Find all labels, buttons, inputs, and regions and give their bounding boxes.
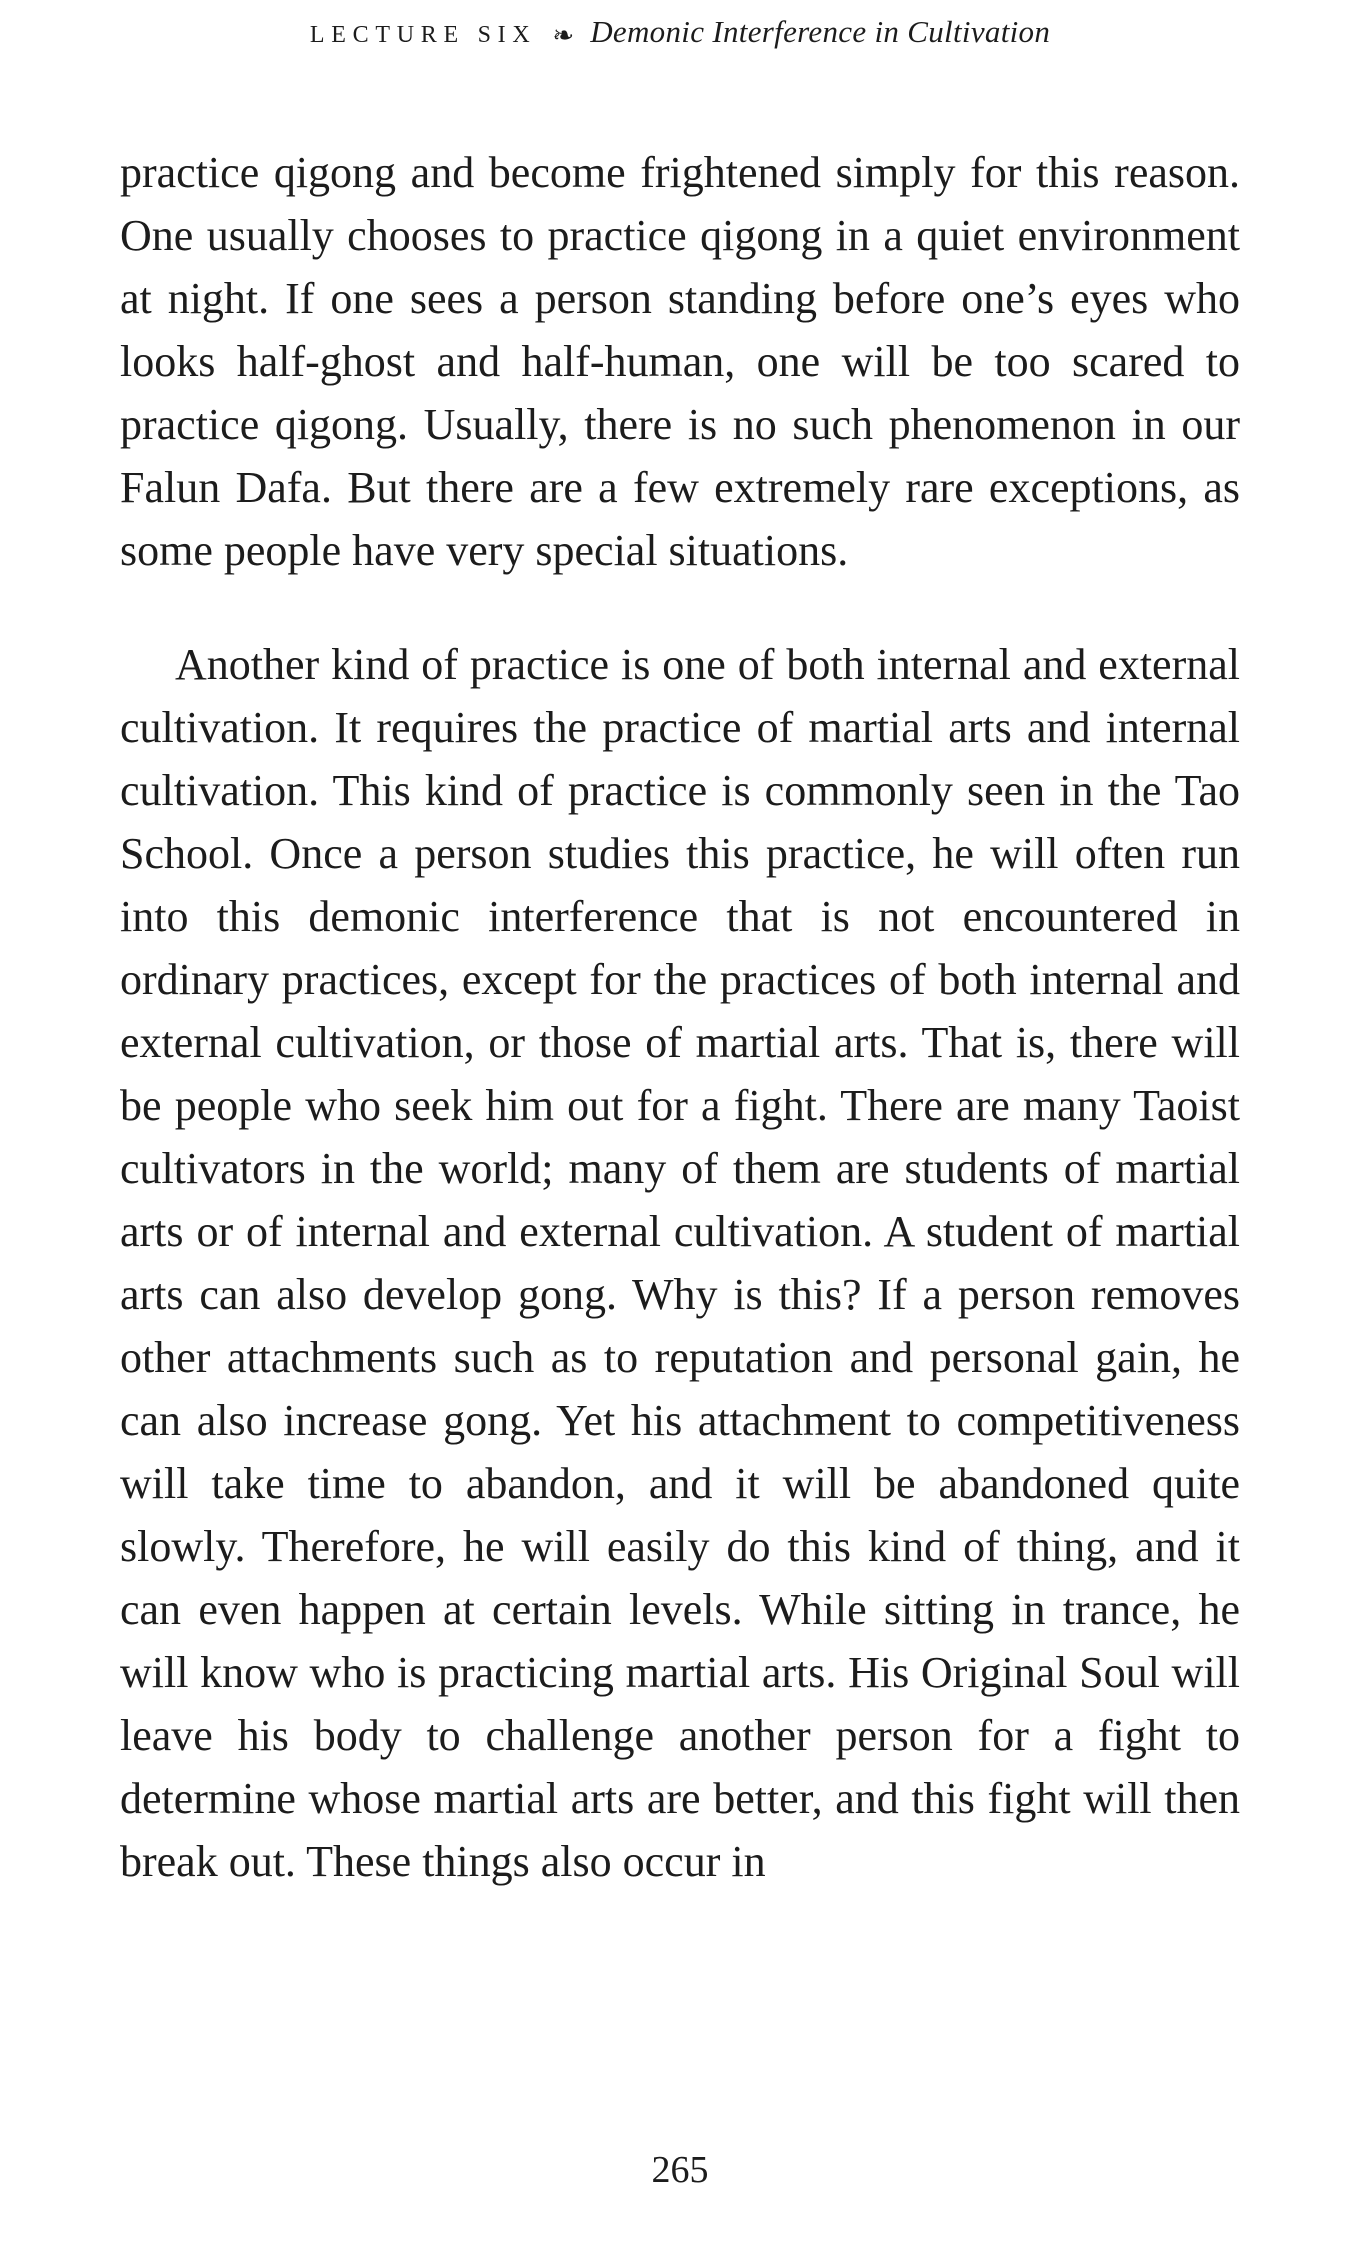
running-head: [0, 14, 1360, 50]
chapter-title: Demonic Interference in Cultivation: [590, 14, 1051, 49]
section-label: LECTURE SIX: [309, 22, 537, 48]
fleuron-leaf-icon: ❧: [552, 21, 575, 50]
paragraph: Another kind of practice is one of both internal and external cultivation. It requires the practice of martial arts and internal cultivation. This kind of practice is commonly seen in the Tao School. Once a person studies this practice, he will often run into this demonic interference that is not encountered in ordinary practices, except for the practices of both internal and external cultivation, or those of martial arts. That is, there will be people who seek him out for a fight. There are many Taoist cultivators in the world; many of them are students of martial arts or of internal and external cultivation. A student of martial arts can also develop gong. Why is this? If a person removes other attachments such as to reputation and personal gain, he can also increase gong. Yet his attachment to competitiveness will take time to abandon, and it will be abandoned quite slowly. Therefore, he will easily do this kind of thing, and it can even happen at certain levels. While sitting in trance, he will know who is practicing martial arts. His Original Soul will leave his body to challenge another person for a fight to determine whose martial arts are better, and this fight will then break out. These things also occur in: [120, 640, 1240, 1886]
paragraph: practice qigong and become frightened simply for this reason. One usually chooses to practice qigong in a quiet environment at night. If one sees a person standing before one’s eyes who looks half-ghost and half-human, one will be too scared to practice qigong. Usually, there is no such phenomenon in our Falun Dafa. But there are a few extremely rare exceptions, as some people have very special situations.: [120, 148, 1240, 575]
page-number: 265: [651, 2149, 709, 2191]
body-text: [120, 141, 1240, 1893]
